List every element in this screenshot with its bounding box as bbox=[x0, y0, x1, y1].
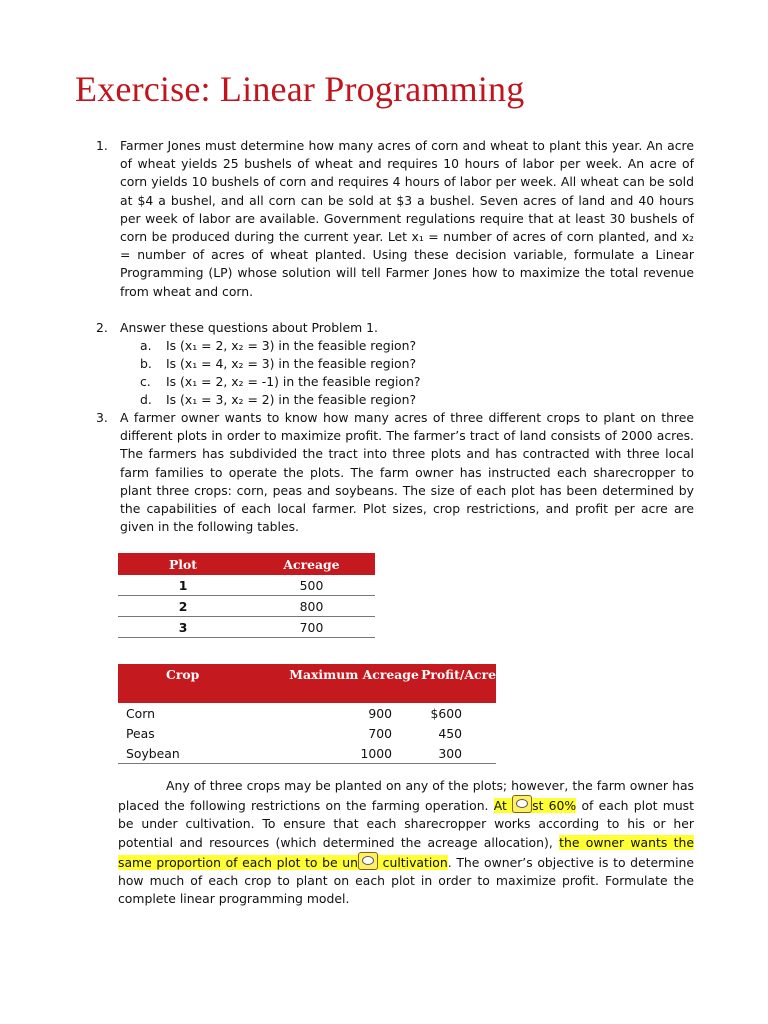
problem-number: 3. bbox=[96, 410, 108, 425]
table-cell: Corn bbox=[126, 705, 155, 721]
problem-text: Answer these questions about Problem 1. bbox=[120, 320, 378, 335]
table-header-row bbox=[118, 553, 375, 575]
column-header: Acreage bbox=[248, 553, 375, 575]
table-row bbox=[118, 617, 375, 638]
item-text: Is (x₁ = 2, x₂ = 3) in the feasible region? bbox=[166, 338, 417, 353]
list-item bbox=[140, 337, 416, 355]
table-cell: 500 bbox=[248, 575, 375, 596]
table-cell: Peas bbox=[126, 725, 155, 741]
table-cell: 300 bbox=[420, 743, 496, 764]
table-cell: 700 bbox=[248, 617, 375, 638]
table-cell: 800 bbox=[248, 596, 375, 617]
problem-1 bbox=[96, 137, 694, 301]
table-row bbox=[118, 723, 496, 743]
table-row bbox=[118, 596, 375, 617]
item-label: b. bbox=[140, 356, 152, 371]
list-item bbox=[140, 391, 416, 409]
table-cell: 2 bbox=[118, 596, 248, 617]
item-label: d. bbox=[140, 392, 152, 407]
table-cell: 1 bbox=[118, 575, 248, 596]
table-cell: 900 bbox=[368, 705, 393, 721]
comment-icon[interactable] bbox=[358, 852, 378, 870]
closing-paragraph bbox=[118, 777, 694, 908]
highlight-text: st 60% bbox=[532, 798, 577, 814]
table-cell: 1000 bbox=[287, 743, 420, 764]
table-row bbox=[118, 743, 496, 764]
table-cell: 3 bbox=[118, 617, 248, 638]
highlight-text: At bbox=[493, 798, 507, 814]
crop-table bbox=[118, 664, 496, 764]
item-label: c. bbox=[140, 374, 151, 389]
table-row bbox=[118, 575, 375, 596]
problem-number: 2. bbox=[96, 320, 108, 335]
plot-table bbox=[118, 553, 375, 638]
table-cell: 450 bbox=[438, 725, 462, 741]
table-cell: 700 bbox=[368, 725, 393, 741]
column-header: Maximum Acreage bbox=[287, 664, 420, 703]
item-text: Is (x₁ = 3, x₂ = 2) in the feasible region? bbox=[166, 392, 417, 407]
column-header: Plot bbox=[118, 553, 248, 575]
highlight-text: the owner wants the same proportion of each plot to be un bbox=[118, 834, 694, 870]
problem-text: A farmer owner wants to know how many acres of three different crops to plant on three different plots in order to maximize profit. The farmer’s tract of land consists of 2000 acres. The farmers has subdivided the tract into three plots and has contracted with three local farm families to operate the plots. The farm owner has instructed each sharecropper to plant three crops: corn, peas and soybeans. The size of each plot has been determined by the capabilities of each local farmer. Plot sizes, crop restrictions, and profit per acre are given in the following tables. bbox=[120, 410, 694, 535]
table-cell: Soybean bbox=[118, 743, 287, 764]
item-text: Is (x₁ = 2, x₂ = -1) in the feasible region? bbox=[166, 374, 421, 389]
highlighted-text bbox=[494, 798, 576, 813]
problem-text: Farmer Jones must determine how many acres of corn and wheat to plant this year. An acre of wheat yields 25 bushels of wheat and requires 10 hours of labor per week. An acre of corn yields 10 bushels of corn and requires 4 hours of labor per week. All wheat can be sold at $4 a bushel, and all corn can be sold at $3 a bushel. Seven acres of land and 40 hours per week of labor are available. Government regulations require that at least 30 bushels of corn be produced during the current year. Let x₁ = number of acres of corn planted, and x₂ = number of acres of wheat planted. Using these decision variable, formulate a Linear Programming (LP) whose solution will tell Farmer Jones how to maximize the total revenue from wheat and corn. bbox=[120, 138, 694, 299]
paragraph-text: Any of three crops may be planted on any of the plots; however, the farm owner has placed the following restrictions on the farming operation. bbox=[118, 778, 694, 814]
list-item bbox=[140, 355, 416, 373]
table-header-row bbox=[118, 664, 496, 703]
comment-icon[interactable] bbox=[512, 795, 532, 813]
paragraph-text: of each plot must be under cultivation. To ensure that each sharecropper works according to his or her potential and resources (which determined the acreage allocation), bbox=[118, 798, 694, 850]
table-cell: $600 bbox=[430, 705, 462, 721]
problem-2 bbox=[96, 319, 694, 337]
problem-number: 1. bbox=[96, 138, 108, 153]
highlight-text: cultivation bbox=[382, 854, 448, 870]
column-header: Profit/Acre bbox=[420, 664, 496, 703]
item-label: a. bbox=[140, 338, 152, 353]
item-text: Is (x₁ = 4, x₂ = 3) in the feasible region? bbox=[166, 356, 417, 371]
table-row bbox=[118, 703, 496, 723]
paragraph-text: . The owner’s objective is to determine how much of each crop to plant on each plot in order to maximize profit. Formulate the complete linear programming model. bbox=[118, 854, 695, 907]
column-header: Crop bbox=[118, 664, 287, 703]
page-title: Exercise: Linear Programming bbox=[75, 69, 525, 109]
list-item bbox=[140, 373, 421, 391]
problem-3 bbox=[96, 409, 694, 536]
